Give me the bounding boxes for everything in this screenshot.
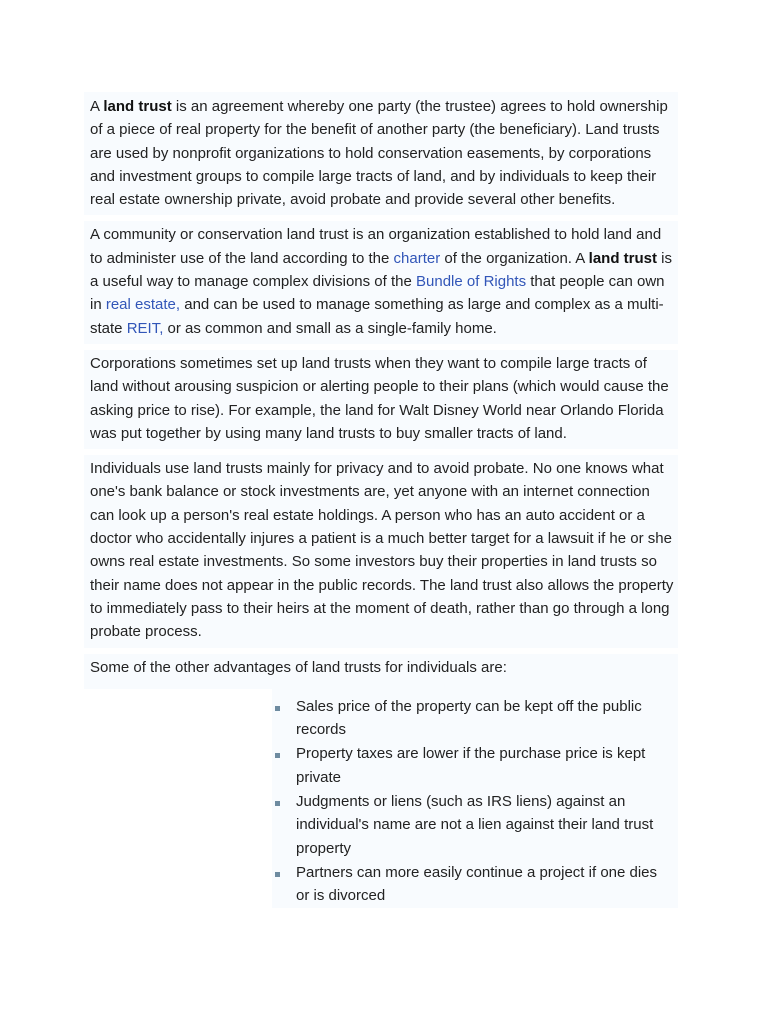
list-item-text: Sales price of the property can be kept off the public records xyxy=(296,697,642,739)
paragraph-community-trust xyxy=(84,221,678,343)
link-real-estate[interactable]: real estate, xyxy=(105,296,181,314)
link-reit[interactable]: REIT, xyxy=(126,319,164,337)
list-item xyxy=(296,790,674,860)
paragraph-advantages-intro: Some of the other advantages of land trusts for individuals are: xyxy=(84,654,678,689)
p2-text-2: of the organization. A xyxy=(440,249,589,267)
link-bundle-of-rights[interactable]: Bundle of Rights xyxy=(416,273,527,291)
p2-text-1: A community or conservation land trust is an organization established to hold land and to administer use of the land according to the xyxy=(90,226,662,267)
term-land-trust-2: land trust xyxy=(588,249,657,267)
term-land-trust: land trust xyxy=(103,98,172,115)
square-bullet-icon xyxy=(275,872,280,877)
p2-text-4: that people can own in xyxy=(90,273,665,314)
list-item xyxy=(296,742,674,789)
list-item-text: Property taxes are lower if the purchase price is kept private xyxy=(296,745,646,786)
paragraph-definition xyxy=(84,92,678,215)
list-item-text: Judgments or liens (such as IRS liens) against an individual's name are not a lien against their land trust property xyxy=(296,793,654,857)
list-item xyxy=(296,861,674,908)
p1-text: is an agreement whereby one party (the trustee) agrees to hold ownership of a piece of real property for the benefit of another party (the beneficiary). Land trusts are used by nonprofit organizations to hold conservation easements, by corporations and investment groups to compile large tracts of land, and by individuals to keep their real estate ownership private, avoid probate and provide several other benefits. xyxy=(90,98,668,209)
square-bullet-icon xyxy=(275,753,280,758)
advantages-list-panel xyxy=(272,689,678,908)
list-item xyxy=(296,695,674,742)
list-item-text: Partners can more easily continue a project if one dies or is divorced xyxy=(296,863,658,905)
paragraph-corporations: Corporations sometimes set up land trusts when they want to compile large tracts of land without arousing suspicion or alerting people to their plans (which would cause the asking price to rise). For example, the land for Walt Disney World near Orlando Florida was put together by using many land trusts to buy smaller tracts of land. xyxy=(84,350,678,449)
square-bullet-icon xyxy=(275,706,280,711)
article-body xyxy=(84,92,678,909)
link-charter[interactable]: charter xyxy=(393,249,441,267)
paragraph-individuals: Individuals use land trusts mainly for privacy and to avoid probate. No one knows what one's bank balance or stock investments are, yet anyone with an internet connection can look up a person's real estate holdings. A person who has an auto accident or a doctor who accidentally injures a patient is a much better target for a lawsuit if he or she owns real estate investments. So some investors buy their properties in land trusts so their name does not appear in the public records. The land trust also allows the property to immediately pass to their heirs at the moment of death, rather than go through a long probate process. xyxy=(84,455,678,647)
advantages-list xyxy=(272,695,678,908)
p2-text-5: and can be used to manage something as large and complex as a multi-state xyxy=(90,296,664,337)
p1-prefix: A xyxy=(90,98,104,115)
p2-text-3: is a useful way to manage complex divisions of the xyxy=(90,249,672,291)
p2-text-6: or as common and small as a single-family home. xyxy=(163,319,497,337)
square-bullet-icon xyxy=(275,801,280,806)
